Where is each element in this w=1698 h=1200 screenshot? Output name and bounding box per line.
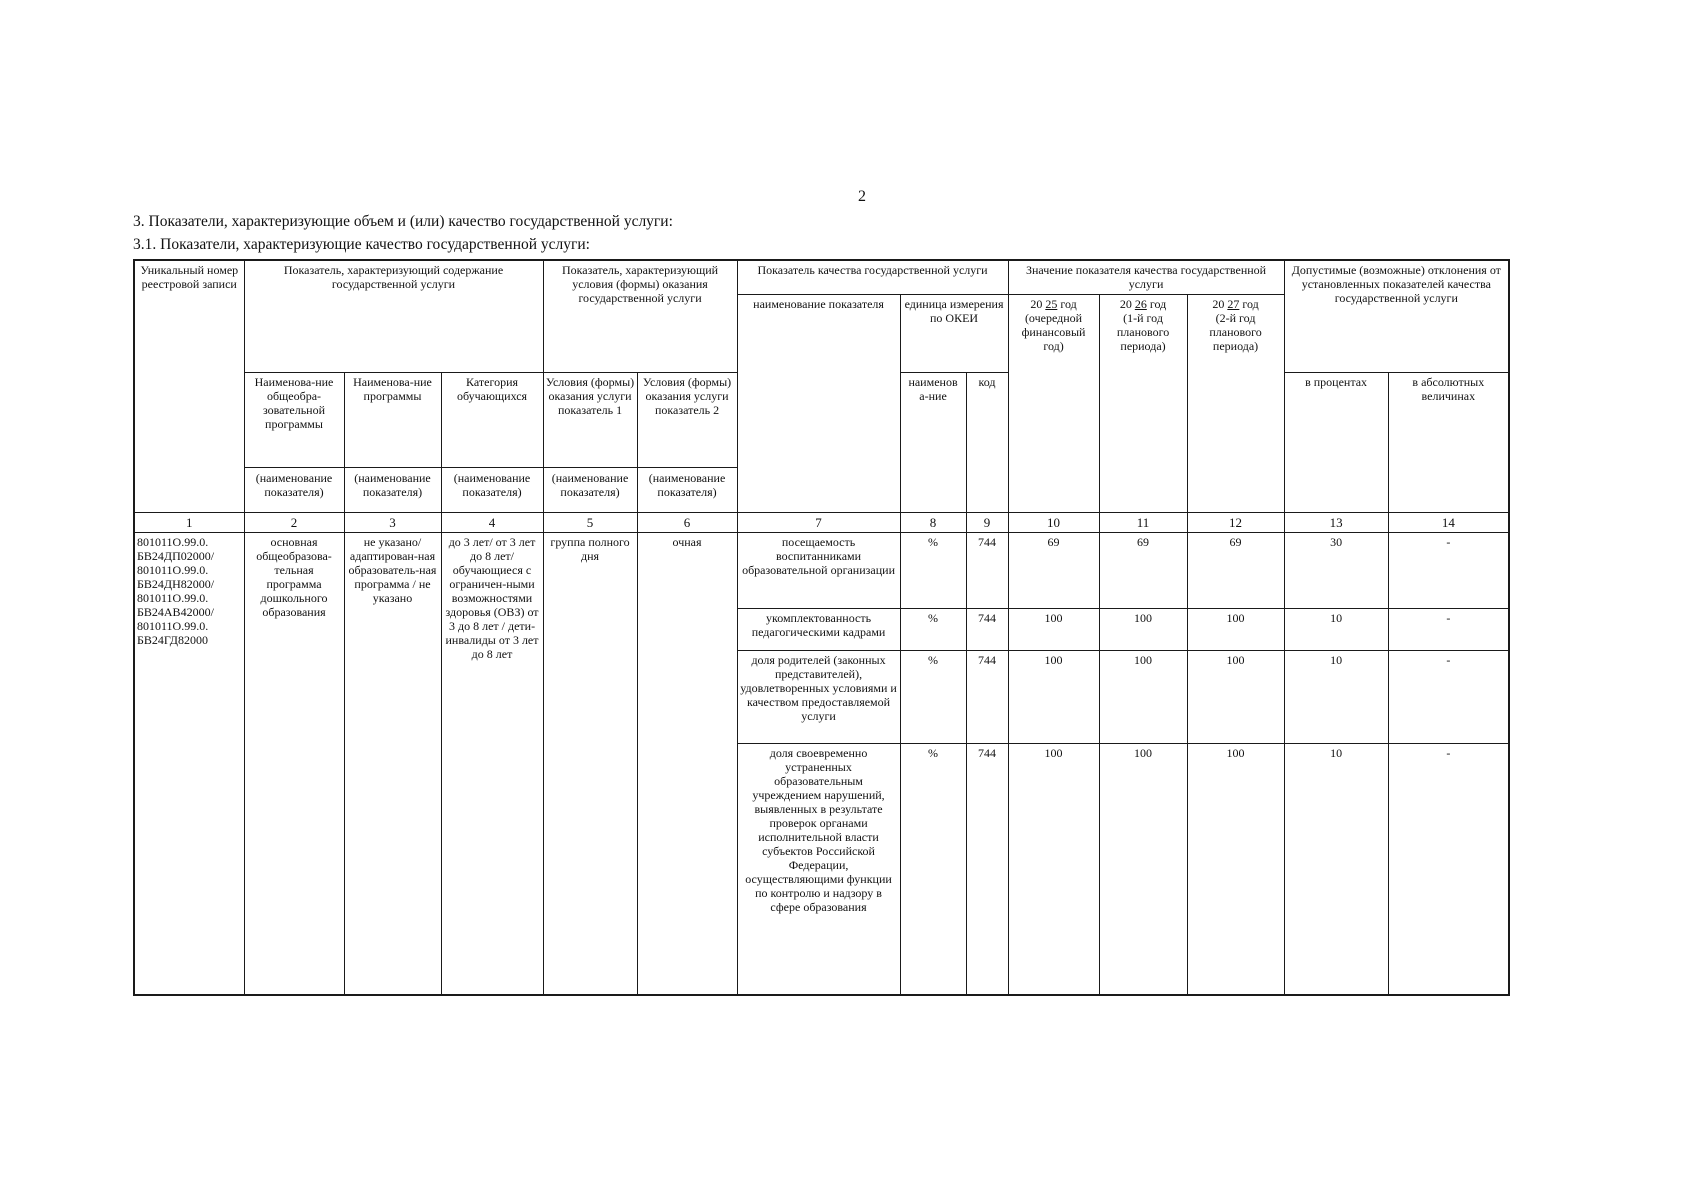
registry-number: 801011О.99.0. БВ24ДП02000/ 801011О.99.0. БВ24ДН82000/ 801011О.99.0. БВ24АВ42000/ 801011О.99.0. БВ24ГД82000 [134, 532, 244, 995]
header-content-indicator: Показатель, характеризующий содержание государственной услуги [244, 260, 543, 372]
indicator-year-3: 69 [1187, 532, 1284, 608]
year-1-note: (очередной финансовый год) [1021, 310, 1086, 353]
col-number: 3 [344, 512, 441, 532]
page-number: 2 [858, 188, 866, 205]
indicator-percent: 10 [1284, 743, 1388, 995]
header-unit-code: код [966, 372, 1008, 512]
col-number: 5 [543, 512, 637, 532]
header-quality-indicator: Показатель качества государственной услуги [737, 260, 1008, 294]
indicator-unit: % [900, 608, 966, 650]
header-year-2: 20 26 год (1-й год планового периода) [1099, 294, 1187, 512]
indicator-year-1: 69 [1008, 532, 1099, 608]
condition-2-value: очная [637, 532, 737, 995]
indicator-unit: % [900, 532, 966, 608]
indicator-year-3: 100 [1187, 650, 1284, 743]
col-number: 12 [1187, 512, 1284, 532]
header-deviations: Допустимые (возможные) отклонения от установленных показателей качества государственной услуги [1284, 260, 1509, 372]
header-condition-1: Условия (формы) оказания услуги показатель 1 (наименование показателя) [543, 372, 637, 512]
indicator-percent: 10 [1284, 650, 1388, 743]
header-quality-value: Значение показателя качества государственной услуги [1008, 260, 1284, 294]
indicator-code: 744 [966, 650, 1008, 743]
header-condition-2: Условия (формы) оказания услуги показатель 2 (наименование показателя) [637, 372, 737, 512]
col-number: 4 [441, 512, 543, 532]
program-value: не указано/ адаптирован-ная образователь-ная программа / не указано [344, 532, 441, 995]
header-unit-okei: единица измерения по ОКЕИ [900, 294, 1008, 372]
col-number: 14 [1388, 512, 1509, 532]
category-value: до 3 лет/ от 3 лет до 8 лет/ обучающиеся с ограничен-ными возможностями здоровья (ОВЗ) от 3 до 8 лет / дети-инвалиды от 3 лет до 8 лет [441, 532, 543, 995]
header-conditions-indicator: Показатель, характеризующий условия (формы) оказания государственной услуги [543, 260, 737, 372]
indicator-unit: % [900, 650, 966, 743]
indicator-code: 744 [966, 532, 1008, 608]
indicator-year-2: 100 [1099, 743, 1187, 995]
col-number: 8 [900, 512, 966, 532]
section-3-1-title: 3.1. Показатели, характеризующие качество государственной услуги: [133, 236, 590, 253]
col-number: 6 [637, 512, 737, 532]
indicator-year-3: 100 [1187, 608, 1284, 650]
indicator-name: укомплектованность педагогическими кадрами [737, 608, 900, 650]
header-category: Категория обучающихся (наименование показателя) [441, 372, 543, 512]
indicator-unit: % [900, 743, 966, 995]
indicator-code: 744 [966, 608, 1008, 650]
header-indicator-name: наименование показателя [737, 294, 900, 512]
indicator-percent: 30 [1284, 532, 1388, 608]
quality-indicators-table [133, 259, 1510, 996]
col-number: 9 [966, 512, 1008, 532]
indicator-year-1: 100 [1008, 743, 1099, 995]
indicator-absolute: - [1388, 650, 1509, 743]
indicator-year-2: 69 [1099, 532, 1187, 608]
indicator-name: доля своевременно устраненных образовательным учреждением нарушений, выявленных в результате проверок органами исполнительной власти субъектов Российской Федерации, осуществляющими функции по контролю и надзору в сфере образования [737, 743, 900, 995]
header-program-name: Наименова-ние общеобра-зовательной программы (наименование показателя) [244, 372, 344, 512]
program-name-value: основная общеобразова-тельная программа дошкольного образования [244, 532, 344, 995]
indicator-absolute: - [1388, 532, 1509, 608]
section-3-title: 3. Показатели, характеризующие объем и (или) качество государственной услуги: [133, 213, 673, 230]
indicator-year-1: 100 [1008, 650, 1099, 743]
indicator-year-1: 100 [1008, 608, 1099, 650]
col-number: 13 [1284, 512, 1388, 532]
indicator-absolute: - [1388, 608, 1509, 650]
indicator-year-2: 100 [1099, 608, 1187, 650]
col-number: 2 [244, 512, 344, 532]
indicator-name: доля родителей (законных представителей), удовлетворенных условиями и качеством предоставляемой услуги [737, 650, 900, 743]
indicator-code: 744 [966, 743, 1008, 995]
col-number: 7 [737, 512, 900, 532]
header-unique-number: Уникальный номер реестровой записи [134, 260, 244, 512]
col-number: 10 [1008, 512, 1099, 532]
col-number: 1 [134, 512, 244, 532]
condition-1-value: группа полного дня [543, 532, 637, 995]
indicator-year-3: 100 [1187, 743, 1284, 995]
year-2-note: (1-й год планового периода) [1116, 310, 1170, 353]
year-3-note: (2-й год планового периода) [1209, 310, 1262, 353]
header-year-1: 20 25 год (очередной финансовый год) [1008, 294, 1099, 512]
indicator-year-2: 100 [1099, 650, 1187, 743]
header-year-3: 20 27 год (2-й год планового периода) [1187, 294, 1284, 512]
header-in-absolute: в абсолютных величинах [1388, 372, 1509, 512]
indicator-name: посещаемость воспитанниками образовательной организации [737, 532, 900, 608]
header-in-percent: в процентах [1284, 372, 1388, 512]
indicator-percent: 10 [1284, 608, 1388, 650]
header-unit-name: наименов а-ние [900, 372, 966, 512]
col-number: 11 [1099, 512, 1187, 532]
header-program: Наименова-ние программы (наименование показателя) [344, 372, 441, 512]
indicator-absolute: - [1388, 743, 1509, 995]
